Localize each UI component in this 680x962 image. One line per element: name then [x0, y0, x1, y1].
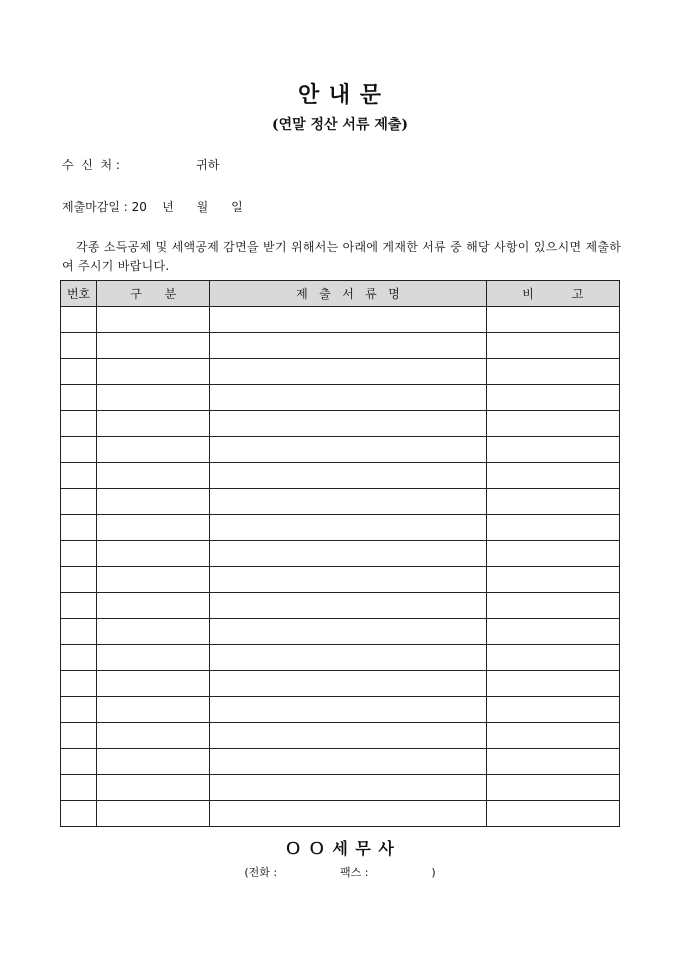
page-subtitle: (연말 정산 서류 제출): [271, 117, 409, 133]
office-name: Ｏ Ｏ 세 무 사: [285, 839, 395, 858]
table-row: [61, 801, 620, 827]
cell-category[interactable]: [97, 489, 210, 515]
table-header-row: [61, 281, 620, 307]
cell-category[interactable]: [97, 437, 210, 463]
cell-document-name[interactable]: [210, 307, 486, 333]
page-title: 안 내 문: [297, 82, 383, 108]
cell-category[interactable]: [97, 671, 210, 697]
table-row: [61, 411, 620, 437]
cell-number[interactable]: [61, 619, 97, 645]
cell-category[interactable]: [97, 723, 210, 749]
table-row: [61, 775, 620, 801]
table-row: [61, 437, 620, 463]
table-row: [61, 359, 620, 385]
cell-category[interactable]: [97, 515, 210, 541]
cell-remarks[interactable]: [486, 567, 619, 593]
cell-category[interactable]: [97, 645, 210, 671]
cell-document-name[interactable]: [210, 489, 486, 515]
cell-number[interactable]: [61, 593, 97, 619]
header-category: 구 분: [97, 281, 210, 307]
cell-remarks[interactable]: [486, 463, 619, 489]
cell-remarks[interactable]: [486, 385, 619, 411]
cell-number[interactable]: [61, 359, 97, 385]
cell-document-name[interactable]: [210, 541, 486, 567]
cell-number[interactable]: [61, 489, 97, 515]
cell-remarks[interactable]: [486, 359, 619, 385]
cell-category[interactable]: [97, 619, 210, 645]
cell-remarks[interactable]: [486, 489, 619, 515]
cell-remarks[interactable]: [486, 411, 619, 437]
cell-remarks[interactable]: [486, 515, 619, 541]
table-row: [61, 593, 620, 619]
cell-document-name[interactable]: [210, 567, 486, 593]
table-row: [61, 489, 620, 515]
cell-document-name[interactable]: [210, 801, 486, 827]
cell-document-name[interactable]: [210, 359, 486, 385]
cell-remarks[interactable]: [486, 671, 619, 697]
cell-number[interactable]: [61, 437, 97, 463]
cell-category[interactable]: [97, 411, 210, 437]
recipient-line: 수 신 처 : 귀하: [62, 158, 220, 172]
cell-number[interactable]: [61, 515, 97, 541]
cell-number[interactable]: [61, 385, 97, 411]
cell-document-name[interactable]: [210, 593, 486, 619]
cell-remarks[interactable]: [486, 437, 619, 463]
cell-remarks[interactable]: [486, 749, 619, 775]
cell-document-name[interactable]: [210, 333, 486, 359]
cell-number[interactable]: [61, 775, 97, 801]
cell-document-name[interactable]: [210, 619, 486, 645]
cell-document-name[interactable]: [210, 437, 486, 463]
table-row: [61, 619, 620, 645]
cell-remarks[interactable]: [486, 593, 619, 619]
cell-category[interactable]: [97, 697, 210, 723]
cell-number[interactable]: [61, 541, 97, 567]
table-body: [61, 307, 620, 827]
table-row: [61, 749, 620, 775]
deadline-line: 제출마감일 : 20 년 월 일: [62, 200, 243, 214]
cell-category[interactable]: [97, 593, 210, 619]
cell-remarks[interactable]: [486, 541, 619, 567]
cell-document-name[interactable]: [210, 775, 486, 801]
cell-document-name[interactable]: [210, 749, 486, 775]
table-row: [61, 515, 620, 541]
cell-number[interactable]: [61, 333, 97, 359]
cell-category[interactable]: [97, 385, 210, 411]
cell-category[interactable]: [97, 775, 210, 801]
table-row: [61, 697, 620, 723]
documents-table: [60, 280, 620, 827]
cell-number[interactable]: [61, 645, 97, 671]
cell-remarks[interactable]: [486, 801, 619, 827]
table-row: [61, 645, 620, 671]
cell-category[interactable]: [97, 749, 210, 775]
cell-number[interactable]: [61, 567, 97, 593]
table-row: [61, 541, 620, 567]
cell-document-name[interactable]: [210, 385, 486, 411]
cell-remarks[interactable]: [486, 775, 619, 801]
cell-number[interactable]: [61, 697, 97, 723]
cell-document-name[interactable]: [210, 411, 486, 437]
table-row: [61, 307, 620, 333]
header-remarks: 비 고: [486, 281, 619, 307]
header-number: 번호: [61, 281, 97, 307]
table-row: [61, 671, 620, 697]
table-row: [61, 463, 620, 489]
cell-remarks[interactable]: [486, 307, 619, 333]
cell-number[interactable]: [61, 463, 97, 489]
cell-number[interactable]: [61, 801, 97, 827]
cell-number[interactable]: [61, 671, 97, 697]
cell-category[interactable]: [97, 801, 210, 827]
cell-number[interactable]: [61, 307, 97, 333]
intro-paragraph: 각종 소득공제 및 세액공제 감면을 받기 위해서는 아래에 게재한 서류 중 해당 사항이 있으시면 제출하여 주시기 바랍니다.: [62, 240, 622, 273]
cell-document-name[interactable]: [210, 515, 486, 541]
cell-remarks[interactable]: [486, 645, 619, 671]
table-row: [61, 567, 620, 593]
cell-remarks[interactable]: [486, 697, 619, 723]
cell-document-name[interactable]: [210, 723, 486, 749]
cell-document-name[interactable]: [210, 671, 486, 697]
cell-category[interactable]: [97, 333, 210, 359]
table-row: [61, 723, 620, 749]
table-row: [61, 385, 620, 411]
cell-document-name[interactable]: [210, 463, 486, 489]
cell-remarks[interactable]: [486, 723, 619, 749]
cell-remarks[interactable]: [486, 333, 619, 359]
contact-line: (전화 : 팩스 : ): [244, 866, 436, 879]
table-row: [61, 333, 620, 359]
cell-document-name[interactable]: [210, 697, 486, 723]
cell-category[interactable]: [97, 359, 210, 385]
cell-category[interactable]: [97, 307, 210, 333]
header-document-name: 제 출 서 류 명: [210, 281, 486, 307]
cell-number[interactable]: [61, 723, 97, 749]
cell-number[interactable]: [61, 411, 97, 437]
cell-category[interactable]: [97, 541, 210, 567]
cell-category[interactable]: [97, 567, 210, 593]
cell-remarks[interactable]: [486, 619, 619, 645]
cell-category[interactable]: [97, 463, 210, 489]
cell-document-name[interactable]: [210, 645, 486, 671]
cell-number[interactable]: [61, 749, 97, 775]
